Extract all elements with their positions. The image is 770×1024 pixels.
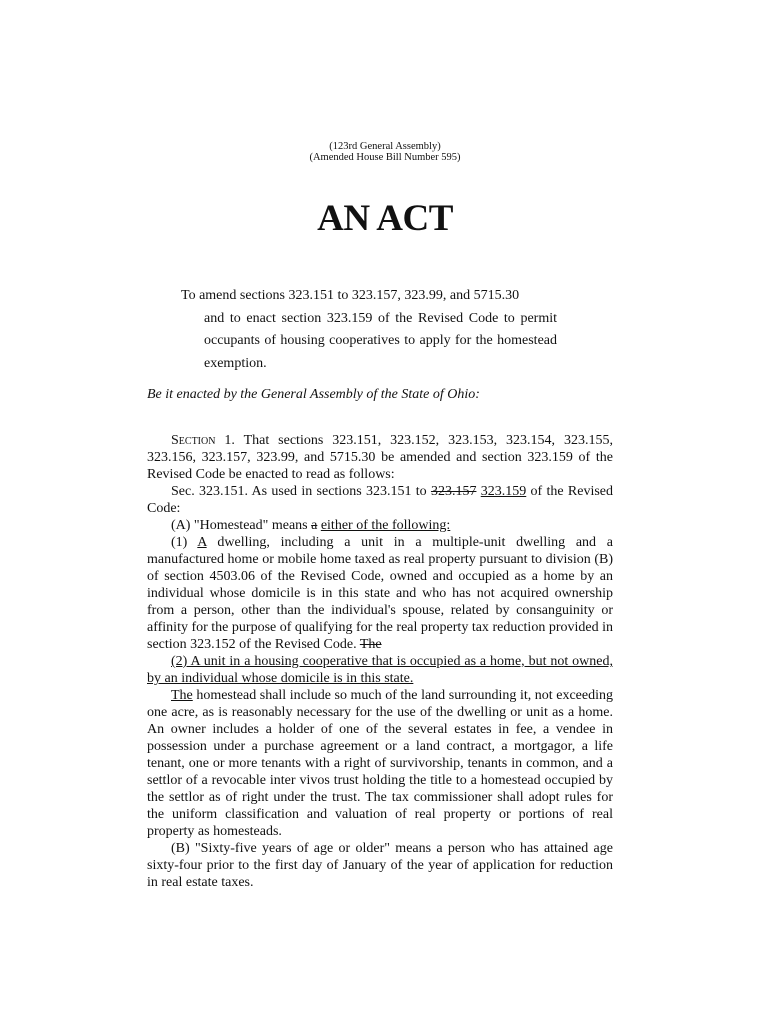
enacting-clause: Be it enacted by the General Assembly of the State of Ohio: [147, 387, 480, 402]
paragraph-a [147, 517, 613, 534]
bill-body [147, 432, 613, 891]
purpose-clause [181, 285, 557, 375]
sec-tail: of the Revised Code: [147, 484, 614, 516]
section-1-paragraph [147, 432, 613, 483]
act-title: AN ACT [317, 198, 453, 239]
assembly-header: (123rd General Assembly) [329, 141, 441, 152]
section-1-text: 1. That sections 323.151, 323.152, 323.153, 323.154, 323.155, 323.156, 323.157, 323.99, and 5715.30 be amended and section 323.159 of the Revised Code be enacted to read as follows: [147, 433, 613, 482]
bill-number-header: (Amended House Bill Number 595) [309, 152, 461, 163]
para-a-lead: (A) "Homestead" means [171, 518, 312, 533]
section-label: Section [171, 433, 216, 448]
deleted-text: The [359, 637, 382, 652]
paragraph-2 [147, 653, 613, 687]
deleted-text: a [311, 518, 318, 533]
paragraph-b [147, 840, 613, 891]
inserted-text: A [197, 535, 207, 550]
sec-lead: Sec. 323.151. As used in sections 323.151 to [171, 484, 431, 499]
homestead-text: homestead shall include so much of the land surrounding it, not exceeding one acre, as is reasonably necessary for the use of the dwelling or unit as a home. An owner includes a holder of one of the several estates in fee, a vendee in possession under a purchase agreement or a land contract, a mortgagor, a life tenant, one or more tenants with a right of survivorship, tenants in common, and a settlor of a revocable inter vivos trust holding the title to a homestead occupied by the settlor as of right under the trust. The tax commissioner shall adopt rules for the uniform classification and valuation of real property or portions of real property as homesteads. [147, 688, 613, 839]
purpose-first-line: To amend sections 323.151 to 323.157, 323.99, and 5715.30 [181, 288, 520, 303]
inserted-text: 323.159 [480, 484, 527, 499]
paragraph-homestead [147, 687, 613, 840]
inserted-text: (2) A unit in a housing cooperative that is occupied as a home, but not owned, by an individual whose domicile is in this state. [147, 654, 613, 686]
inserted-text: The [171, 688, 193, 703]
para-1-text: dwelling, including a unit in a multiple-unit dwelling and a manufactured home or mobile home taxed as real property pursuant to division (B) of section 4503.06 of the Revised Code, owned and occupied as a home by an individual whose domicile is in this state and who has not acquired ownership from a person, other than the individual's spouse, related by consanguinity or affinity for the purpose of qualifying for the real property tax reduction provided in section 323.152 of the Revised Code. [147, 535, 613, 652]
inserted-text: either of the following: [320, 518, 451, 533]
deleted-text: 323.157 [430, 484, 477, 499]
para-b-text: (B) "Sixty-five years of age or older" means a person who has attained age sixty-four prior to the first day of January of the year of application for reduction in real estate taxes. [147, 841, 613, 890]
sec-323-151-heading [147, 483, 613, 517]
purpose-continuation: and to enact section 323.159 of the Revised Code to permit occupants of housing cooperatives to apply for the homestead exemption. [204, 310, 557, 371]
paragraph-1 [147, 534, 613, 653]
para-1-lead: (1) [171, 535, 198, 550]
